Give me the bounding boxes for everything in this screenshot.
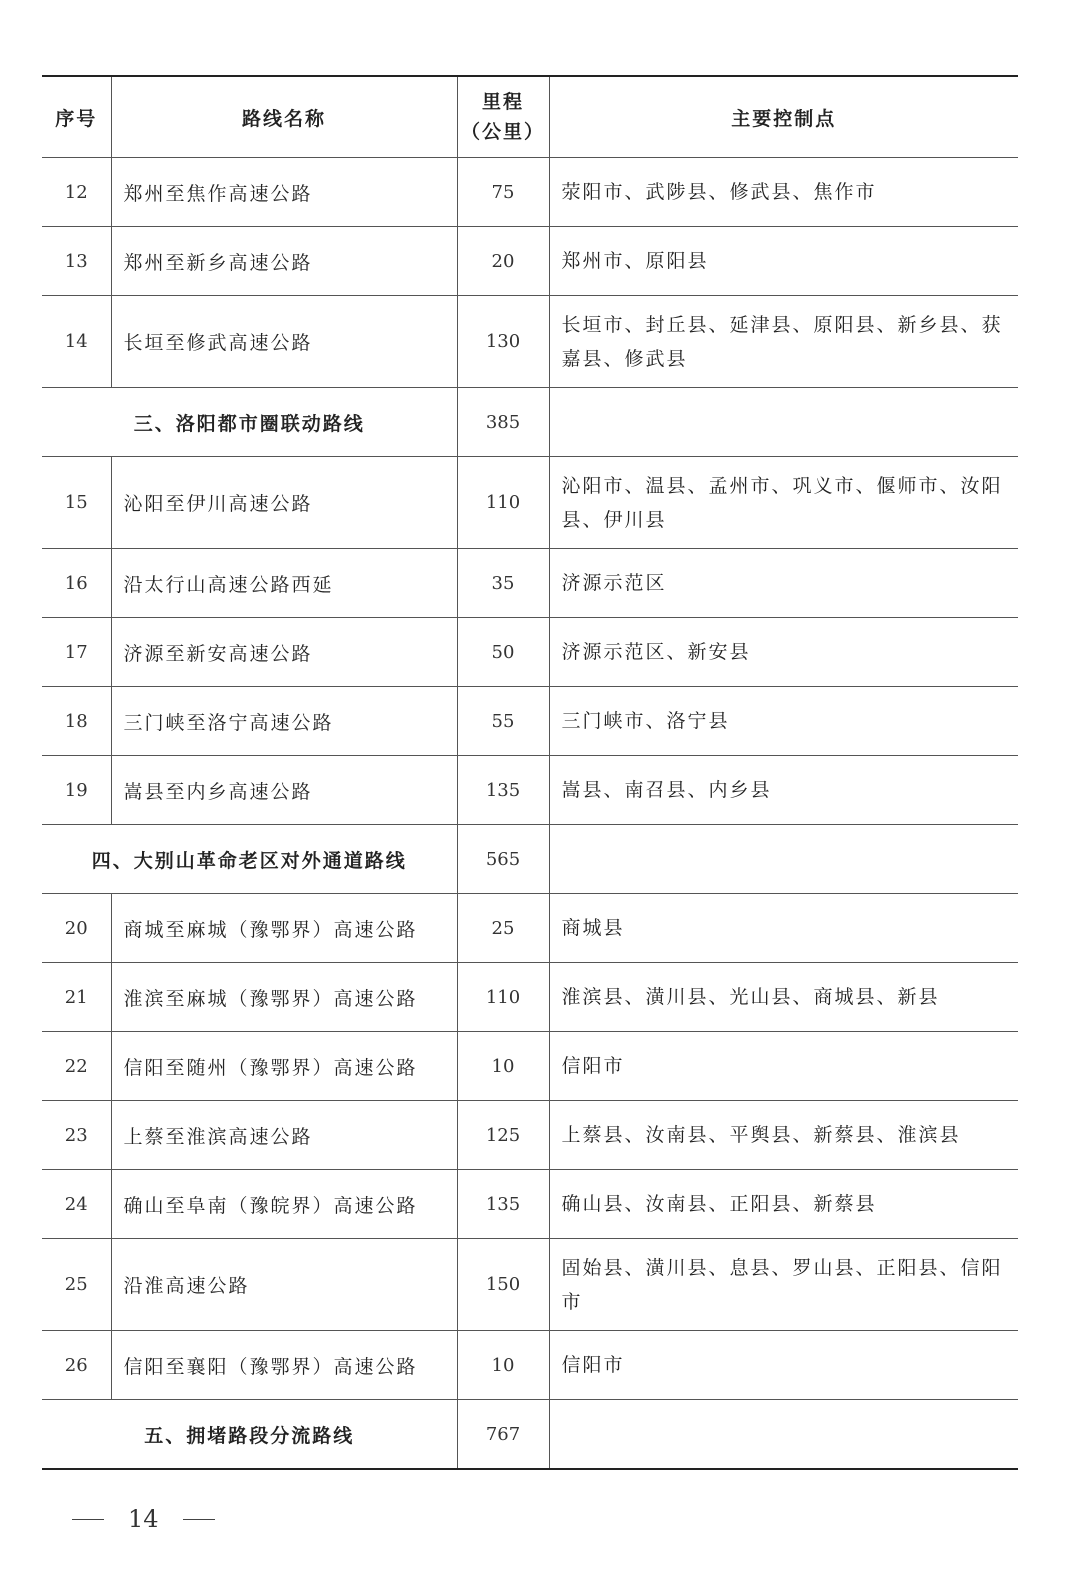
row-length: 55 (457, 687, 549, 756)
row-name: 信阳至随州（豫鄂界）高速公路 (111, 1032, 457, 1101)
row-no: 25 (42, 1239, 111, 1331)
row-no: 16 (42, 549, 111, 618)
row-no: 20 (42, 894, 111, 963)
table-row (42, 549, 1018, 618)
routes-table (42, 75, 1018, 1470)
row-name: 嵩县至内乡高速公路 (111, 756, 457, 825)
section-points-empty (549, 1400, 1018, 1470)
table-row (42, 1239, 1018, 1331)
row-name: 郑州至焦作高速公路 (111, 158, 457, 227)
section-row (42, 825, 1018, 894)
row-no: 12 (42, 158, 111, 227)
row-points: 嵩县、南召县、内乡县 (549, 756, 1018, 825)
row-name: 淮滨至麻城（豫鄂界）高速公路 (111, 963, 457, 1032)
row-no: 19 (42, 756, 111, 825)
row-length: 130 (457, 296, 549, 388)
page-number: 14 (128, 1505, 159, 1533)
row-points: 淮滨县、潢川县、光山县、商城县、新县 (549, 963, 1018, 1032)
row-name: 郑州至新乡高速公路 (111, 227, 457, 296)
row-length: 75 (457, 158, 549, 227)
row-name: 确山至阜南（豫皖界）高速公路 (111, 1170, 457, 1239)
table-row (42, 1101, 1018, 1170)
row-name: 沿太行山高速公路西延 (111, 549, 457, 618)
row-name: 三门峡至洛宁高速公路 (111, 687, 457, 756)
table-row (42, 457, 1018, 549)
row-name: 长垣至修武高速公路 (111, 296, 457, 388)
row-points: 三门峡市、洛宁县 (549, 687, 1018, 756)
table-row (42, 158, 1018, 227)
row-points: 沁阳市、温县、孟州市、巩义市、偃师市、汝阳县、伊川县 (549, 457, 1018, 549)
row-length: 110 (457, 457, 549, 549)
row-points: 郑州市、原阳县 (549, 227, 1018, 296)
section-length: 767 (457, 1400, 549, 1470)
header-points: 主要控制点 (549, 76, 1018, 158)
section-row (42, 388, 1018, 457)
section-length: 385 (457, 388, 549, 457)
row-no: 13 (42, 227, 111, 296)
row-no: 17 (42, 618, 111, 687)
table-row (42, 894, 1018, 963)
row-points: 济源示范区、新安县 (549, 618, 1018, 687)
table-row (42, 618, 1018, 687)
row-points: 信阳市 (549, 1032, 1018, 1101)
row-name: 商城至麻城（豫鄂界）高速公路 (111, 894, 457, 963)
table-row (42, 963, 1018, 1032)
table-row (42, 227, 1018, 296)
row-no: 26 (42, 1331, 111, 1400)
row-length: 110 (457, 963, 549, 1032)
header-no: 序号 (42, 76, 111, 158)
row-length: 150 (457, 1239, 549, 1331)
row-name: 沿淮高速公路 (111, 1239, 457, 1331)
section-title: 四、大别山革命老区对外通道路线 (42, 825, 457, 894)
row-no: 23 (42, 1101, 111, 1170)
section-points-empty (549, 825, 1018, 894)
section-title: 三、洛阳都市圈联动路线 (42, 388, 457, 457)
table-row (42, 1170, 1018, 1239)
row-no: 15 (42, 457, 111, 549)
row-length: 35 (457, 549, 549, 618)
row-no: 14 (42, 296, 111, 388)
row-name: 上蔡至淮滨高速公路 (111, 1101, 457, 1170)
table-row (42, 687, 1018, 756)
footer-dash-right (183, 1519, 215, 1520)
row-length: 125 (457, 1101, 549, 1170)
section-row (42, 1400, 1018, 1470)
row-no: 24 (42, 1170, 111, 1239)
table-row (42, 296, 1018, 388)
header-length-line2: （公里） (460, 121, 545, 143)
row-length: 10 (457, 1032, 549, 1101)
row-name: 沁阳至伊川高速公路 (111, 457, 457, 549)
footer-dash-left (72, 1519, 104, 1520)
row-no: 21 (42, 963, 111, 1032)
table-header-row (42, 76, 1018, 158)
section-title: 五、拥堵路段分流路线 (42, 1400, 457, 1470)
row-points: 信阳市 (549, 1331, 1018, 1400)
row-length: 25 (457, 894, 549, 963)
table-row (42, 756, 1018, 825)
table-row (42, 1331, 1018, 1400)
row-points: 固始县、潢川县、息县、罗山县、正阳县、信阳市 (549, 1239, 1018, 1331)
row-length: 135 (457, 1170, 549, 1239)
section-length: 565 (457, 825, 549, 894)
row-no: 18 (42, 687, 111, 756)
header-length-line1: 里程 (481, 91, 524, 113)
page-footer (72, 1505, 215, 1533)
row-length: 10 (457, 1331, 549, 1400)
row-length: 135 (457, 756, 549, 825)
row-no: 22 (42, 1032, 111, 1101)
section-points-empty (549, 388, 1018, 457)
header-name: 路线名称 (111, 76, 457, 158)
header-length (457, 76, 549, 158)
row-points: 济源示范区 (549, 549, 1018, 618)
table-row (42, 1032, 1018, 1101)
row-name: 济源至新安高速公路 (111, 618, 457, 687)
row-points: 确山县、汝南县、正阳县、新蔡县 (549, 1170, 1018, 1239)
row-points: 上蔡县、汝南县、平舆县、新蔡县、淮滨县 (549, 1101, 1018, 1170)
row-points: 长垣市、封丘县、延津县、原阳县、新乡县、获嘉县、修武县 (549, 296, 1018, 388)
row-name: 信阳至襄阳（豫鄂界）高速公路 (111, 1331, 457, 1400)
row-length: 20 (457, 227, 549, 296)
row-length: 50 (457, 618, 549, 687)
row-points: 商城县 (549, 894, 1018, 963)
row-points: 荥阳市、武陟县、修武县、焦作市 (549, 158, 1018, 227)
